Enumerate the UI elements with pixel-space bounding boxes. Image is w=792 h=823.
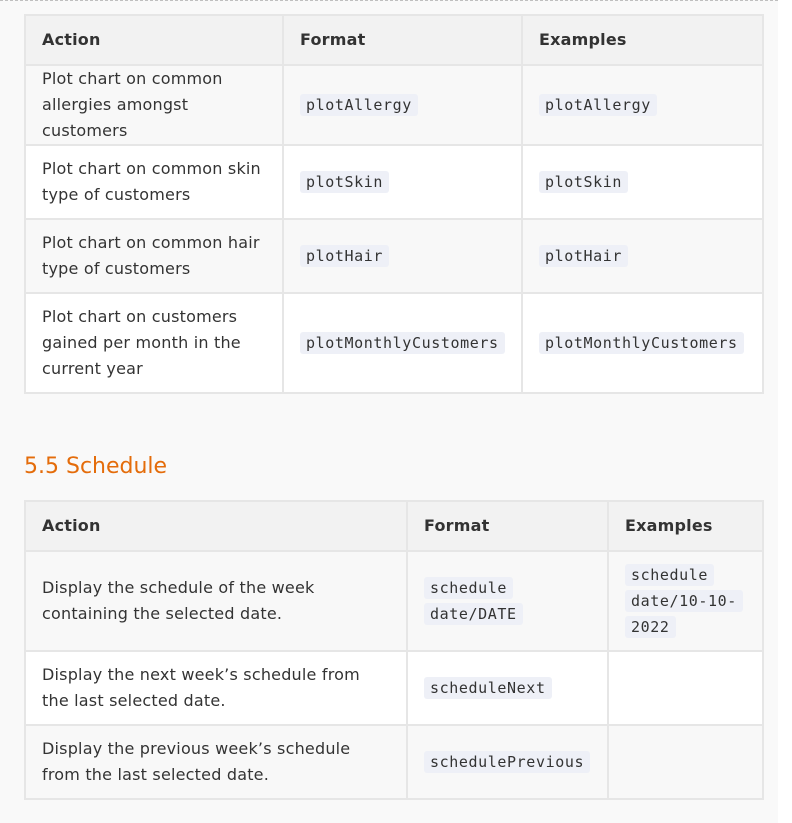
format-code: scheduleNext	[424, 677, 552, 699]
format-cell	[283, 145, 522, 219]
example-cell	[608, 651, 763, 725]
format-cell	[407, 551, 608, 651]
section-heading-schedule: 5.5 Schedule	[24, 454, 168, 479]
example-cell	[522, 219, 763, 293]
example-code: plotSkin	[539, 171, 628, 193]
example-code: plotHair	[539, 245, 628, 267]
action-cell: Plot chart on common allergies amongst customers	[25, 65, 283, 145]
table-header-row	[25, 15, 763, 65]
format-code: plotMonthlyCustomers	[300, 332, 505, 354]
format-code: plotAllergy	[300, 94, 418, 116]
table-row	[25, 551, 763, 651]
action-cell: Display the schedule of the week containing the selected date.	[25, 551, 407, 651]
action-cell: Display the next week’s schedule from the last selected date.	[25, 651, 407, 725]
action-cell: Plot chart on common skin type of customers	[25, 145, 283, 219]
format-code: schedulePrevious	[424, 751, 590, 773]
example-code: plotAllergy	[539, 94, 657, 116]
table-row	[25, 725, 763, 799]
table-row	[25, 65, 763, 145]
schedule-commands-table	[24, 500, 764, 800]
column-header-examples: Examples	[522, 15, 763, 65]
example-code: plotMonthlyCustomers	[539, 332, 744, 354]
example-cell	[522, 65, 763, 145]
format-cell	[407, 725, 608, 799]
format-cell	[283, 219, 522, 293]
action-cell: Plot chart on common hair type of customers	[25, 219, 283, 293]
example-code: schedule date/10-10-2022	[625, 564, 743, 638]
column-header-examples: Examples	[608, 501, 763, 551]
column-header-action: Action	[25, 15, 283, 65]
action-cell: Display the previous week’s schedule from the last selected date.	[25, 725, 407, 799]
example-cell	[608, 725, 763, 799]
format-code: plotSkin	[300, 171, 389, 193]
table-row	[25, 651, 763, 725]
format-cell	[283, 65, 522, 145]
column-header-format: Format	[283, 15, 522, 65]
example-cell	[608, 551, 763, 651]
table-row	[25, 145, 763, 219]
action-cell: Plot chart on customers gained per month in the current year	[25, 293, 283, 393]
column-header-format: Format	[407, 501, 608, 551]
format-code: schedule date/DATE	[424, 577, 523, 625]
column-header-action: Action	[25, 501, 407, 551]
format-cell	[407, 651, 608, 725]
format-code: plotHair	[300, 245, 389, 267]
plot-commands-table	[24, 14, 764, 394]
table-header-row	[25, 501, 763, 551]
table-row	[25, 219, 763, 293]
table-row	[25, 293, 763, 393]
example-cell	[522, 293, 763, 393]
example-cell	[522, 145, 763, 219]
format-cell	[283, 293, 522, 393]
